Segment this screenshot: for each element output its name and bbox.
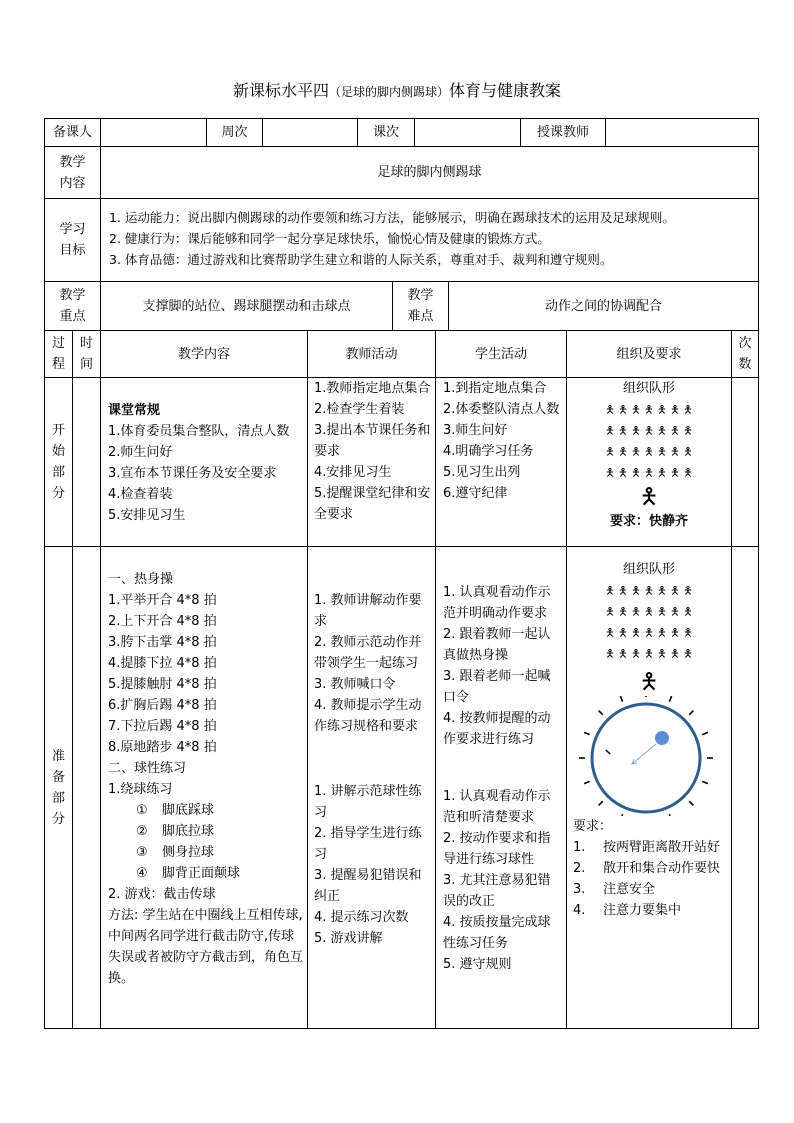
list-item: 3. 教师喊口令 bbox=[314, 677, 396, 692]
student-figure-icon: 🯅 bbox=[631, 647, 641, 660]
center-circle bbox=[592, 704, 700, 812]
formation-row bbox=[567, 462, 731, 483]
list-item: 3. 跟着老师一起喊口令 bbox=[443, 669, 551, 705]
list-item: 一、热身操 bbox=[108, 572, 174, 587]
student-figure-icon: 🯅 bbox=[670, 424, 680, 437]
student-figure-icon: 🯅 bbox=[657, 445, 667, 458]
formation-row bbox=[567, 622, 731, 643]
col-org: 组织及要求 bbox=[566, 330, 732, 378]
student-figure-icon: 🯅 bbox=[644, 626, 654, 639]
list-item: 2.检查学生着装 bbox=[314, 402, 405, 417]
sub-item: ③ 侧身拉球 bbox=[136, 845, 215, 860]
list-item: 1.平举开合 4*8 拍 bbox=[108, 593, 217, 608]
list-item: 5. 遵守规则 bbox=[443, 957, 512, 972]
week-value bbox=[262, 118, 358, 147]
student-figure-icon: 🯅 bbox=[657, 626, 667, 639]
sub-item: ① 脚底踩球 bbox=[136, 803, 215, 818]
start-org bbox=[566, 377, 732, 547]
requirement-item: 1. 按两臂距离散开站好 bbox=[573, 840, 721, 855]
student-marker bbox=[669, 696, 671, 702]
list-item: 4.提膝下拉 4*8 拍 bbox=[108, 656, 217, 671]
student-figure-icon: 🯅 bbox=[618, 403, 628, 416]
student-figure-icon: 🯅 bbox=[631, 584, 641, 597]
student-figure-icon: 🯅 bbox=[644, 605, 654, 618]
student-figure-icon: 🯅 bbox=[605, 445, 615, 458]
student-figure-icon: 🯅 bbox=[670, 584, 680, 597]
teacher-figure-icon: 🯅 bbox=[639, 670, 659, 695]
list-item: 4. 教师提示学生动作练习规格和要求 bbox=[314, 698, 422, 734]
list-item: 2. 按动作要求和指导进行练习球性 bbox=[443, 831, 551, 867]
student-marker bbox=[599, 801, 603, 805]
student-figure-icon: 🯅 bbox=[618, 626, 628, 639]
student-figure-icon: 🯅 bbox=[618, 424, 628, 437]
student-figure-icon: 🯅 bbox=[683, 445, 693, 458]
list-item: 4. 提示练习次数 bbox=[314, 910, 409, 925]
goals-label: 学习 目标 bbox=[44, 198, 101, 282]
student-figure-icon: 🯅 bbox=[618, 605, 628, 618]
student-figure-icon: 🯅 bbox=[657, 424, 667, 437]
list-item: 1. 教师讲解动作要求 bbox=[314, 593, 422, 629]
list-item: 1.体育委员集合整队，清点人数 bbox=[108, 424, 290, 439]
difficulty-value: 动作之间的协调配合 bbox=[448, 281, 759, 331]
key-label: 教学 重点 bbox=[44, 281, 101, 331]
start-content bbox=[100, 377, 308, 547]
formation-grid bbox=[567, 399, 731, 483]
list-item: 4. 按教师提醒的动作要求进行练习 bbox=[443, 711, 551, 747]
student-figure-icon: 🯅 bbox=[670, 647, 680, 660]
list-item: 二、球性练习 bbox=[108, 761, 187, 776]
student-marker bbox=[584, 781, 590, 783]
student-figure-icon: 🯅 bbox=[683, 403, 693, 416]
requirement-item: 2. 散开和集合动作要快 bbox=[573, 861, 721, 876]
student-figure-icon: 🯅 bbox=[657, 403, 667, 416]
col-teacher: 教师活动 bbox=[307, 330, 436, 378]
list-item: 1.教师指定地点集合 bbox=[314, 381, 431, 396]
student-figure-icon: 🯅 bbox=[657, 584, 667, 597]
student-figure-icon: 🯅 bbox=[618, 445, 628, 458]
list-item: 3. 尤其注意易犯错误的改正 bbox=[443, 873, 551, 909]
student-figure-icon: 🯅 bbox=[644, 466, 654, 479]
student-figure-icon: 🯅 bbox=[683, 647, 693, 660]
student-figure-icon: 🯅 bbox=[631, 445, 641, 458]
formation-row bbox=[567, 580, 731, 601]
week-label: 周次 bbox=[206, 118, 263, 147]
student-figure-icon: 🯅 bbox=[631, 466, 641, 479]
student-figure-icon: 🯅 bbox=[670, 605, 680, 618]
list-item: 4.检查着装 bbox=[108, 487, 173, 502]
list-item: 1.绕球练习 bbox=[108, 782, 173, 797]
student-figure-icon: 🯅 bbox=[605, 403, 615, 416]
student-figure-icon: 🯅 bbox=[605, 584, 615, 597]
student-figure-icon: 🯅 bbox=[605, 605, 615, 618]
goals-list bbox=[100, 198, 759, 282]
game-description: 方法: 学生站在中圈线上互相传球,中间两名同学进行截击防守,传球失误或者被防守方截击到，角色互换。 bbox=[108, 908, 304, 986]
defender-marker bbox=[606, 750, 610, 754]
student-figure-icon: 🯅 bbox=[605, 626, 615, 639]
student-figure-icon: 🯅 bbox=[605, 466, 615, 479]
student-figure-icon: 🯅 bbox=[631, 605, 641, 618]
student-figure-icon: 🯅 bbox=[670, 626, 680, 639]
list-item: 2.上下开合 4*8 拍 bbox=[108, 614, 217, 629]
prep-org bbox=[566, 546, 732, 1029]
formation-row bbox=[567, 601, 731, 622]
list-item: 5.安排见习生 bbox=[108, 508, 186, 523]
formation-grid bbox=[567, 580, 731, 664]
student-figure-icon: 🯅 bbox=[644, 403, 654, 416]
student-figure-icon: 🯅 bbox=[644, 445, 654, 458]
list-item: 1.到指定地点集合 bbox=[443, 381, 547, 396]
sub-item: ② 脚底拉球 bbox=[136, 824, 215, 839]
start-teacher bbox=[307, 377, 436, 547]
formation-row bbox=[567, 643, 731, 664]
student-figure-icon: 🯅 bbox=[683, 424, 693, 437]
list-item: 5.提膝触肘 4*8 拍 bbox=[108, 677, 217, 692]
student-marker bbox=[702, 732, 708, 734]
student-figure-icon: 🯅 bbox=[683, 584, 693, 597]
goal-item: 3. 体育品德：通过游戏和比赛帮助学生建立和谐的人际关系，尊重对手、裁判和遵守规则。 bbox=[109, 252, 613, 267]
content-value: 足球的脚内侧踢球 bbox=[100, 146, 759, 199]
list-item: 7.下拉后踢 4*8 拍 bbox=[108, 719, 217, 734]
start-phase: 开 始 部 分 bbox=[44, 377, 73, 547]
col-count: 次 数 bbox=[731, 330, 759, 378]
org-title: 组织队形 bbox=[622, 381, 675, 396]
list-item: 1. 认真观看动作示范并明确动作要求 bbox=[443, 585, 551, 621]
ball-icon bbox=[655, 731, 669, 745]
sub-item: ④ 脚背正面颠球 bbox=[136, 866, 241, 881]
student-figure-icon: 🯅 bbox=[631, 403, 641, 416]
goal-item: 1. 运动能力：说出脚内侧踢球的动作要领和练习方法，能够展示，明确在踢球技术的运用及足球规则。 bbox=[109, 210, 675, 225]
start-student bbox=[435, 377, 567, 547]
student-figure-icon: 🯅 bbox=[644, 584, 654, 597]
student-marker bbox=[620, 696, 622, 702]
page-title: 新课标水平四（足球的脚内侧踢球）体育与健康教案 bbox=[232, 81, 562, 100]
student-figure-icon: 🯅 bbox=[644, 424, 654, 437]
pass-arrow bbox=[632, 744, 656, 764]
preparer-value bbox=[100, 118, 207, 147]
student-figure-icon: 🯅 bbox=[683, 626, 693, 639]
list-item: 1. 讲解示范球性练习 bbox=[314, 784, 422, 820]
preparer-label: 备课人 bbox=[44, 118, 101, 147]
requirement-item: 3. 注意安全 bbox=[573, 882, 656, 897]
student-figure-icon: 🯅 bbox=[670, 466, 680, 479]
requirement-item: 4. 注意力要集中 bbox=[573, 903, 682, 918]
list-item: 3.师生问好 bbox=[443, 423, 508, 438]
list-item: 4.安排见习生 bbox=[314, 465, 392, 480]
list-item: 5.见习生出列 bbox=[443, 465, 521, 480]
list-item: 6.遵守纪律 bbox=[443, 486, 508, 501]
list-item: 4.明确学习任务 bbox=[443, 444, 534, 459]
student-figure-icon: 🯅 bbox=[618, 584, 628, 597]
list-item: 4. 按质按量完成球性练习任务 bbox=[443, 915, 551, 951]
start-count bbox=[731, 377, 759, 547]
list-item: 6.扩胸后踢 4*8 拍 bbox=[108, 698, 217, 713]
circle-formation-diagram bbox=[567, 696, 731, 816]
formation-row bbox=[567, 399, 731, 420]
difficulty-label: 教学 难点 bbox=[392, 281, 449, 331]
student-figure-icon: 🯅 bbox=[644, 647, 654, 660]
list-item: 3.提出本节课任务和要求 bbox=[314, 423, 431, 459]
student-figure-icon: 🯅 bbox=[631, 626, 641, 639]
teacher-value bbox=[605, 118, 759, 147]
student-marker bbox=[599, 711, 603, 715]
prep-student bbox=[435, 546, 567, 1029]
list-item: 2.师生问好 bbox=[108, 445, 173, 460]
list-item: 1. 认真观看动作示范和听清楚要求 bbox=[443, 789, 551, 825]
list-item: 3. 提醒易犯错误和纠正 bbox=[314, 868, 422, 904]
list-item: 5. 游戏讲解 bbox=[314, 931, 383, 946]
col-content: 教学内容 bbox=[100, 330, 308, 378]
list-item: 3.宣布本节课任务及安全要求 bbox=[108, 466, 277, 481]
game-title: 2. 游戏：截击传球 bbox=[108, 887, 216, 902]
list-item: 2. 跟着教师一起认真做热身操 bbox=[443, 627, 551, 663]
teacher-figure-icon: 🯅 bbox=[639, 485, 659, 510]
student-figure-icon: 🯅 bbox=[657, 605, 667, 618]
list-item: 2. 教师示范动作并带领学生一起练习 bbox=[314, 635, 422, 671]
student-figure-icon: 🯅 bbox=[605, 424, 615, 437]
prep-time bbox=[72, 546, 101, 1029]
col-student: 学生活动 bbox=[435, 330, 567, 378]
org-title: 组织队形 bbox=[622, 562, 675, 577]
student-figure-icon: 🯅 bbox=[683, 605, 693, 618]
prep-content bbox=[100, 546, 308, 1029]
start-time bbox=[72, 377, 101, 547]
lesson-label: 课次 bbox=[357, 118, 415, 147]
student-figure-icon: 🯅 bbox=[657, 466, 667, 479]
col-time: 时 间 bbox=[72, 330, 101, 378]
list-item: 3.胯下击掌 4*8 拍 bbox=[108, 635, 217, 650]
student-figure-icon: 🯅 bbox=[618, 466, 628, 479]
prep-phase: 准 备 部 分 bbox=[44, 546, 73, 1029]
prep-teacher bbox=[307, 546, 436, 1029]
student-figure-icon: 🯅 bbox=[657, 647, 667, 660]
list-item: 8.原地踏步 4*8 拍 bbox=[108, 740, 217, 755]
student-marker bbox=[689, 711, 693, 715]
list-item: 5.提醒课堂纪律和安全要求 bbox=[314, 486, 431, 522]
content-label: 教学 内容 bbox=[44, 146, 101, 199]
student-figure-icon: 🯅 bbox=[670, 445, 680, 458]
list-item: 2. 指导学生进行练习 bbox=[314, 826, 422, 862]
lesson-value bbox=[414, 118, 521, 147]
student-marker bbox=[689, 801, 693, 805]
student-figure-icon: 🯅 bbox=[683, 466, 693, 479]
student-figure-icon: 🯅 bbox=[670, 403, 680, 416]
key-value: 支撑脚的站位、踢球腿摆动和击球点 bbox=[100, 281, 393, 331]
start-content-title: 课堂常规 bbox=[108, 403, 161, 418]
list-item: 2.体委整队清点人数 bbox=[443, 402, 560, 417]
teacher-label: 授课教师 bbox=[520, 118, 606, 147]
org-requirement: 要求：快静齐 bbox=[609, 514, 688, 529]
student-figure-icon: 🯅 bbox=[605, 647, 615, 660]
student-figure-icon: 🯅 bbox=[631, 424, 641, 437]
formation-row bbox=[567, 420, 731, 441]
formation-row bbox=[567, 441, 731, 462]
student-marker bbox=[702, 781, 708, 783]
student-marker bbox=[584, 732, 590, 734]
goal-item: 2. 健康行为：课后能够和同学一起分享足球快乐，愉悦心情及健康的锻炼方式。 bbox=[109, 231, 550, 246]
col-process: 过 程 bbox=[44, 330, 73, 378]
requirement-title: 要求： bbox=[573, 819, 613, 834]
student-figure-icon: 🯅 bbox=[618, 647, 628, 660]
prep-count bbox=[731, 546, 759, 1029]
